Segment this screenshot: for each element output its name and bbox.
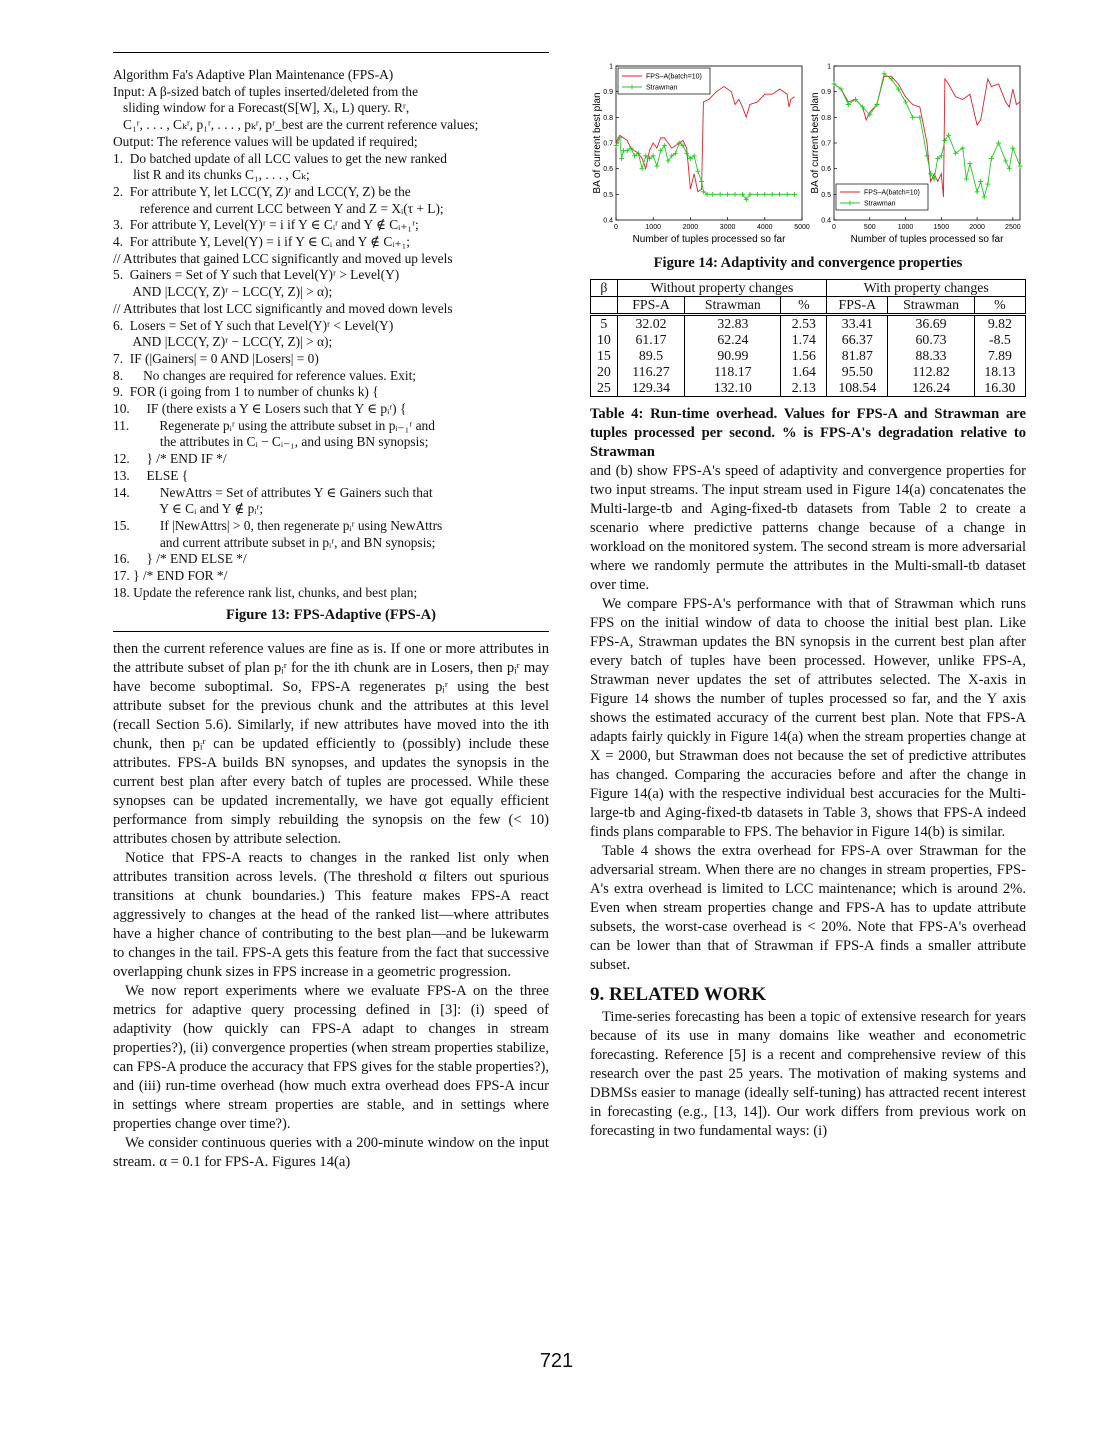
x-tick-label: 0 xyxy=(614,224,618,231)
x-tick-label: 2000 xyxy=(969,224,985,231)
table-cell: 33.41 xyxy=(827,315,888,333)
x-tick-label: 0 xyxy=(832,224,836,231)
table-cell: 112.82 xyxy=(888,364,975,380)
table-cell: 9.82 xyxy=(974,315,1025,333)
series-line-fps-a xyxy=(834,76,1020,197)
algorithm-line: 18. Update the reference rank list, chunks, and best plan; xyxy=(113,584,418,600)
algorithm-line: reference and current LCC between Y and Z = Xᵢ(τ + L); xyxy=(113,200,444,216)
table-row xyxy=(591,364,1026,380)
legend-label: FPS–A(batch=10) xyxy=(864,189,920,197)
table-cell: 10 xyxy=(591,332,618,348)
table-header xyxy=(591,297,618,315)
algorithm-line: Y ∈ Cᵢ and Y ∉ pᵢʳ; xyxy=(113,501,264,517)
x-tick-label: 1500 xyxy=(933,224,950,231)
algorithm-line: AND |LCC(Y, Z)ʳ − LCC(Y, Z)| > α); xyxy=(113,334,333,350)
data-point-marker xyxy=(982,194,987,199)
algorithm-line: // Attributes that gained LCC significantly and moved up levels xyxy=(113,250,453,266)
table-cell: 61.17 xyxy=(617,332,685,348)
data-point-marker xyxy=(718,192,723,197)
algorithm-line: 13. ELSE { xyxy=(113,467,189,483)
table-cell: 62.24 xyxy=(685,332,781,348)
figure-14-caption: Figure 14: Adaptivity and convergence properties xyxy=(653,255,963,271)
data-point-marker xyxy=(996,141,1001,146)
algorithm-line: AND |LCC(Y, Z)ʳ − LCC(Y, Z)| > α); xyxy=(113,284,333,300)
data-point-marker xyxy=(989,156,994,161)
algorithm-line: 4. For attribute Y, Level(Y) = i if Y ∈ Cᵢ and Y ∉ Cᵢ₊₁; xyxy=(113,234,411,250)
chart-14a xyxy=(590,60,808,250)
y-tick-label: 0.5 xyxy=(821,191,831,199)
table-cell: 2.13 xyxy=(781,380,827,397)
section-heading: 9. RELATED WORK xyxy=(590,984,767,1005)
algorithm-line: 17. } /* END FOR */ xyxy=(113,568,228,584)
figure-13-caption: Figure 13: FPS-Adaptive (FPS-A) xyxy=(225,606,437,623)
algorithm-line: 14. NewAttrs = Set of attributes Y ∈ Gainers such that xyxy=(113,484,433,500)
table-cell: 1.64 xyxy=(781,364,827,380)
table-4-caption: Table 4: Run-time overhead. Values for FPS-A and Strawman are tuples processed per second. % is FPS-A's degradation relative to Strawman xyxy=(590,406,1026,460)
y-tick-label: 0.6 xyxy=(821,166,831,174)
y-tick-label: 0.9 xyxy=(821,89,831,97)
table-cell: 25 xyxy=(591,380,618,397)
table-row xyxy=(591,348,1026,364)
data-point-marker xyxy=(619,156,624,161)
data-point-marker xyxy=(967,161,972,166)
x-tick-label: 1000 xyxy=(897,224,914,231)
x-tick-label: 3000 xyxy=(719,224,736,231)
algorithm-line: 3. For attribute Y, Level(Y)ʳ = i if Y ∈ Cᵢʳ and Y ∉ Cᵢ₊₁ʳ; xyxy=(113,217,419,233)
table-cell: 36.69 xyxy=(888,315,975,333)
table-cell: 1.56 xyxy=(781,348,827,364)
table-cell: 95.50 xyxy=(827,364,888,380)
x-tick-label: 1000 xyxy=(645,224,661,231)
data-point-marker xyxy=(792,192,797,197)
x-tick-label: 2000 xyxy=(682,224,699,231)
algorithm-line: Output: The reference values will be updated if required; xyxy=(113,133,418,149)
table-cell: 66.37 xyxy=(827,332,888,348)
algorithm-line: Input: A β-sized batch of tuples inserted/deleted from the xyxy=(113,83,419,99)
algorithm-line: 9. FOR (i going from 1 to number of chunks k) { xyxy=(113,384,379,400)
paragraph: Table 4 shows the extra overhead for FPS-A over Strawman for the adversarial stream. When there are no changes in stream properties, FPS-A's extra overhead is limited to LCC maintenance; which is around 2%. Even when stream properties change and FPS-A has to update attribute subsets, the worst-case overhead is < 20%. Note that FPS-A's overhead can be lower than that of Strawman if FPS-A finds a smaller attribute subset. xyxy=(590,843,1026,973)
y-tick-label: 0.5 xyxy=(603,191,613,199)
algorithm-line: the attributes in Cᵢ − Cᵢ₋₁, and using BN synopsis; xyxy=(113,434,429,450)
data-point-marker xyxy=(654,164,659,169)
paragraph: We now report experiments where we evaluate FPS-A on the three metrics for adaptive query processing defined in [3]: (i) speed of adaptivity (how quickly can FPS-A adapt to changes in stream properties?), (ii) convergence properties (when stream properties stabilize, can FPS-A produce the accuracy that FPS gives for the stable properties?), and (iii) run-time overhead (how much extra overhead does FPS-A incur in settings where stream properties are stable, and in settings where properties change over time?). xyxy=(113,982,549,1132)
table-cell: 16.30 xyxy=(974,380,1025,397)
data-point-marker xyxy=(785,192,790,197)
table-header: Strawman xyxy=(888,297,975,315)
y-tick-label: 0.8 xyxy=(821,114,831,122)
table-cell: 32.83 xyxy=(685,315,781,333)
table-cell: 81.87 xyxy=(827,348,888,364)
algorithm-line: 15. If |NewAttrs| > 0, then regenerate pᵢʳ using NewAttrs xyxy=(113,517,443,533)
legend-label: FPS–A(batch=10) xyxy=(646,73,702,81)
y-tick-label: 1 xyxy=(609,63,613,71)
data-point-marker xyxy=(762,192,767,197)
y-tick-label: 0.7 xyxy=(603,140,613,148)
table-cell: 108.54 xyxy=(827,380,888,397)
table-cell: 90.99 xyxy=(685,348,781,364)
y-axis-label: BA of current best plan xyxy=(810,92,821,194)
data-point-marker xyxy=(910,115,915,120)
chart-14b xyxy=(808,60,1026,250)
data-point-marker xyxy=(770,192,775,197)
table-cell: 32.02 xyxy=(617,315,685,333)
x-tick-label: 5000 xyxy=(794,224,810,231)
algorithm-line: and current attribute subset in pᵢʳ, and BN synopsis; xyxy=(113,534,436,550)
table-cell: 129.34 xyxy=(617,380,685,397)
data-point-marker xyxy=(1018,164,1023,169)
table-header: % xyxy=(781,297,827,315)
table-cell: 7.89 xyxy=(974,348,1025,364)
paragraph: We consider continuous queries with a 200-minute window on the input stream. α = 0.1 for FPS-A. Figures 14(a) xyxy=(113,1134,549,1170)
data-point-marker xyxy=(695,169,700,174)
data-point-marker xyxy=(733,192,738,197)
data-point-marker xyxy=(640,166,645,171)
algorithm-block xyxy=(113,67,549,602)
algorithm-line: sliding window for a Forecast(S[W], Xᵢ, L) query. Rʳ, xyxy=(113,100,410,116)
table-row xyxy=(591,332,1026,348)
figure-14 xyxy=(590,60,1026,250)
data-point-marker xyxy=(699,179,704,184)
table-cell: 116.27 xyxy=(617,364,685,380)
table-row xyxy=(591,315,1026,333)
algorithm-line: 1. Do batched update of all LCC values to get the new ranked xyxy=(113,150,447,166)
x-tick-label: 2500 xyxy=(1005,224,1021,231)
table-cell: 60.73 xyxy=(888,332,975,348)
x-tick-label: 4000 xyxy=(757,224,773,231)
algorithm-line: // Attributes that lost LCC significantly and moved down levels xyxy=(113,300,453,316)
data-point-marker xyxy=(755,192,760,197)
data-point-marker xyxy=(725,192,730,197)
data-point-marker xyxy=(777,192,782,197)
table-cell: 132.10 xyxy=(685,380,781,397)
table-cell: 118.17 xyxy=(685,364,781,380)
x-axis-label: Number of tuples processed so far xyxy=(850,234,1004,245)
left-column xyxy=(113,52,549,1172)
y-tick-label: 1 xyxy=(827,63,831,71)
table-cell: 20 xyxy=(591,364,618,380)
x-axis-label: Number of tuples processed so far xyxy=(632,234,786,245)
algorithm-line: 2. For attribute Y, let LCC(Y, Z)ʳ and LCC(Y, Z) be the xyxy=(113,183,411,199)
data-point-marker xyxy=(710,192,715,197)
table-cell: 89.5 xyxy=(617,348,685,364)
table-cell: 18.13 xyxy=(974,364,1025,380)
algorithm-line: 5. Gainers = Set of Y such that Level(Y)ʳ > Level(Y) xyxy=(113,267,400,283)
paragraph: We compare FPS-A's performance with that of Strawman which runs FPS on the initial window of data to choose the initial best plan. Like FPS-A, Strawman updates the BN synopsis in the current best plan after every batch of tuples have been processed. However, unlike FPS-A, Strawman never updates the set of attributes selected. The X-axis in Figure 14 shows the number of tuples processed so far, and the Y axis shows the estimated accuracy of the current best plan. Note that FPS-A adapts fairly quickly in Figure 14(a) when the stream properties change at X = 2000, but Strawman does not because the set of predictive attributes has changed. Comparing the accuracies before and after the change in Figure 14(a) with the respective individual best accuracies for the Multi-large-tb and Aging-fixed-tb datasets in Table 3, shows that FPS-A indeed finds plans comparable to FPS. The behavior in Figure 14(b) is similar. xyxy=(590,596,1026,840)
table-cell: 126.24 xyxy=(888,380,975,397)
algorithm-line: Algorithm Fa's Adaptive Plan Maintenance (FPS-A) xyxy=(113,67,394,82)
algorithm-line: 11. Regenerate pᵢʳ using the attribute subset in pᵢ₋₁ʳ and xyxy=(113,417,435,433)
top-rule xyxy=(113,52,549,53)
table-4 xyxy=(590,279,1026,397)
data-point-marker xyxy=(964,176,969,181)
data-point-marker xyxy=(903,99,908,104)
table-cell: 2.53 xyxy=(781,315,827,333)
paragraph: Time-series forecasting has been a topic of extensive research for years because of its use in many domains like weather and econometric forecasting. Reference [5] is a recent and comprehensive review of this research over the past 25 years. The motivation of making systems and DBMSs easier to manage (ideally self-tuning) has attracted recent interest in forecasting (e.g., [13, 14]). Our work differs from previous work on forecasting in two fundamental ways: (i) xyxy=(590,1009,1026,1139)
table-cell: 15 xyxy=(591,348,618,364)
paragraph: then the current reference values are fine as is. If one or more attributes in the attribute subset of plan pᵢʳ for the ith chunk are in Losers, then pᵢʳ may have become suboptimal. So, FPS-A regenerates pᵢʳ using the best attribute subset for the previous chunk and the attributes at this level (recall Section 5.6). Similarly, if new attributes have moved into the ith chunk, then pᵢʳ can be updated efficiently to (possibly) include these attributes. FPS-A builds BN synopses, and updates the synopsis in the current best plan after every batch of tuples are processed. While these synopses can be updated incrementally, we have got equally efficient performance from simply rebuilding the synopsis on the few (< 10) attributes chosen by attribute selection. xyxy=(113,640,549,847)
y-tick-label: 0.4 xyxy=(821,217,831,225)
table-header: Without property changes xyxy=(617,280,827,297)
algorithm-line: 16. } /* END ELSE */ xyxy=(113,551,247,567)
y-tick-label: 0.6 xyxy=(603,166,613,174)
series-line-strawman xyxy=(834,74,1020,197)
data-point-marker xyxy=(1010,146,1015,151)
table-header: β xyxy=(591,280,618,297)
table-cell: -8.5 xyxy=(974,332,1025,348)
divider xyxy=(113,631,549,632)
y-axis-label: BA of current best plan xyxy=(592,92,603,194)
data-point-marker xyxy=(975,189,980,194)
legend-label: Strawman xyxy=(864,200,896,208)
table-cell: 1.74 xyxy=(781,332,827,348)
data-point-marker xyxy=(614,143,619,148)
data-point-marker xyxy=(978,179,983,184)
series-line-fps-a xyxy=(616,84,795,192)
algorithm-line: 7. IF (|Gainers| = 0 AND |Losers| = 0) xyxy=(113,350,319,366)
data-point-marker xyxy=(1003,158,1008,163)
data-point-marker xyxy=(1007,166,1012,171)
table-header: With property changes xyxy=(827,280,1026,297)
table-header: Strawman xyxy=(685,297,781,315)
algorithm-line: 6. Losers = Set of Y such that Level(Y)ʳ < Level(Y) xyxy=(113,317,394,333)
table-cell: 88.33 xyxy=(888,348,975,364)
legend-label: Strawman xyxy=(646,84,678,92)
algorithm-line: C₁ʳ, . . . , Cₖʳ, p₁ʳ, . . . , pₖʳ, pʳ_best are the current reference values; xyxy=(113,117,479,133)
table-header: FPS-A xyxy=(617,297,685,315)
page-number: 721 xyxy=(539,1350,574,1372)
algorithm-line: 8. No changes are required for reference values. Exit; xyxy=(113,367,417,383)
table-row xyxy=(591,380,1026,397)
data-point-marker xyxy=(985,182,990,187)
y-tick-label: 0.9 xyxy=(603,89,613,97)
algorithm-line: 10. IF (there exists a Y ∈ Losers such that Y ∈ pᵢʳ) { xyxy=(113,401,407,417)
table-cell: 5 xyxy=(591,315,618,333)
paragraph: and (b) show FPS-A's speed of adaptivity and convergence properties for two input streams. The input stream used in Figure 14(a) concatenates the Multi-large-tb and Aging-fixed-tb datasets from Table 2 to create a scenario where predictive patterns change because of a change in workload on the monitored system. The second stream is more adversarial where we randomly permute the attributes in the Multi-small-tb dataset over time. xyxy=(590,463,1026,593)
right-column xyxy=(590,60,1026,1141)
x-tick-label: 500 xyxy=(863,224,876,231)
algorithm-line: 12. } /* END IF */ xyxy=(113,451,227,467)
table-header: FPS-A xyxy=(827,297,888,315)
table-header: % xyxy=(974,297,1025,315)
y-tick-label: 0.8 xyxy=(603,114,613,122)
y-tick-label: 0.7 xyxy=(821,140,831,148)
y-tick-label: 0.4 xyxy=(603,217,613,225)
paragraph: Notice that FPS-A reacts to changes in the ranked list only when attributes transition across levels. (The threshold α filters out spurious transitions at chunk boundaries.) This feature makes FPS-A react aggressively to changes at the head of the ranked list—where attributes have a higher chance of contributing to the best plan—and be lukewarm to changes in the tail. FPS-A gets this feature from the fact that successive overlapping chunk sizes in FPS increase in a geometric progression. xyxy=(113,849,549,980)
algorithm-line: list R and its chunks C₁, . . . , Cₖ; xyxy=(113,167,310,183)
